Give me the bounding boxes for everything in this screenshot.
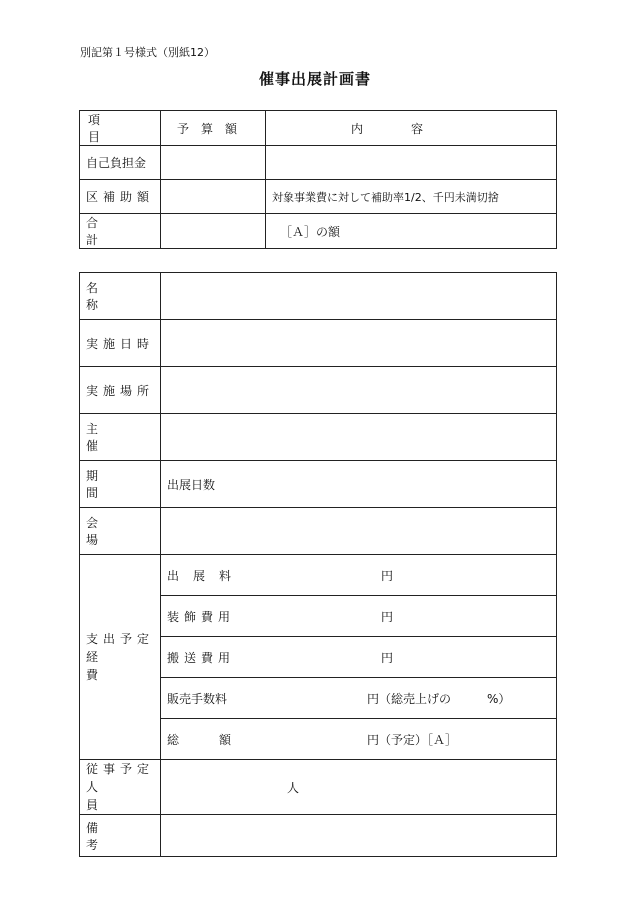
expense-unit: 円（予定）［Ａ］ [367, 732, 458, 747]
host-value[interactable] [161, 414, 557, 461]
place-value[interactable] [161, 367, 557, 414]
budget-row-amount[interactable] [161, 180, 266, 214]
budget-row [80, 180, 557, 214]
budget-row-item: 区補助額 [80, 180, 161, 214]
detail-row-name [80, 273, 557, 320]
date-label: 実施日時 [80, 320, 161, 367]
budget-row [80, 146, 557, 180]
expense-label-line1: 支出予定 [86, 632, 155, 646]
detail-row-host [80, 414, 557, 461]
detail-row-place [80, 367, 557, 414]
expense-row [80, 555, 557, 596]
venue-value[interactable] [161, 508, 557, 555]
period-value[interactable]: 出展日数 [161, 461, 557, 508]
remarks-label: 備考 [80, 815, 161, 857]
period-label: 期間 [80, 461, 161, 508]
date-value[interactable] [161, 320, 557, 367]
col-content-header: 内容 [266, 111, 557, 146]
name-value[interactable] [161, 273, 557, 320]
expense-item: 搬送費用 [167, 650, 236, 665]
remarks-value[interactable] [161, 815, 557, 857]
budget-row-item: 自己負担金 [80, 146, 161, 180]
expense-cell[interactable] [161, 596, 557, 637]
staff-label-line1: 従事予定 [86, 762, 155, 776]
budget-row-content[interactable]: ［Ａ］の額 [266, 214, 557, 249]
budget-row-content[interactable] [266, 146, 557, 180]
budget-row [80, 214, 557, 249]
name-label: 名称 [80, 273, 161, 320]
staff-value[interactable] [161, 760, 557, 815]
expense-cell[interactable] [161, 637, 557, 678]
expense-cell[interactable] [161, 719, 557, 760]
expense-cell[interactable] [161, 678, 557, 719]
budget-row-item: 合計 [80, 214, 161, 249]
budget-table [79, 110, 557, 249]
expense-item: 販売手数料 [167, 691, 228, 706]
venue-label: 会場 [80, 508, 161, 555]
expense-unit: 円 [381, 650, 394, 665]
expense-unit: 円（総売上げの %） [367, 691, 511, 706]
staff-label-line2: 人員 [86, 780, 143, 812]
col-budget-header: 予算額 [161, 111, 266, 146]
expense-label [80, 555, 161, 760]
expense-item: 装飾費用 [167, 609, 236, 624]
budget-row-content[interactable]: 対象事業費に対して補助率1/2、千円未満切捨 [266, 180, 557, 214]
expense-label-line2: 経費 [86, 650, 143, 682]
expense-cell[interactable] [161, 555, 557, 596]
budget-row-amount[interactable] [161, 146, 266, 180]
detail-row-remarks [80, 815, 557, 857]
expense-unit: 円 [381, 609, 394, 624]
form-id: 別記第１号様式（別紙12） [80, 46, 215, 59]
detail-row-staff [80, 760, 557, 815]
expense-item: 出展料 [167, 568, 246, 583]
expense-item: 総額 [167, 732, 272, 747]
budget-header-row [80, 111, 557, 146]
budget-row-amount[interactable] [161, 214, 266, 249]
staff-unit: 人 [287, 780, 300, 795]
col-item-header: 項目 [80, 111, 161, 146]
host-label: 主催 [80, 414, 161, 461]
detail-row-venue [80, 508, 557, 555]
page-title: 催事出展計画書 [258, 70, 371, 88]
detail-row-date [80, 320, 557, 367]
place-label: 実施場所 [80, 367, 161, 414]
detail-table [79, 272, 557, 857]
staff-label [80, 760, 161, 815]
detail-row-period [80, 461, 557, 508]
expense-unit: 円 [381, 568, 394, 583]
